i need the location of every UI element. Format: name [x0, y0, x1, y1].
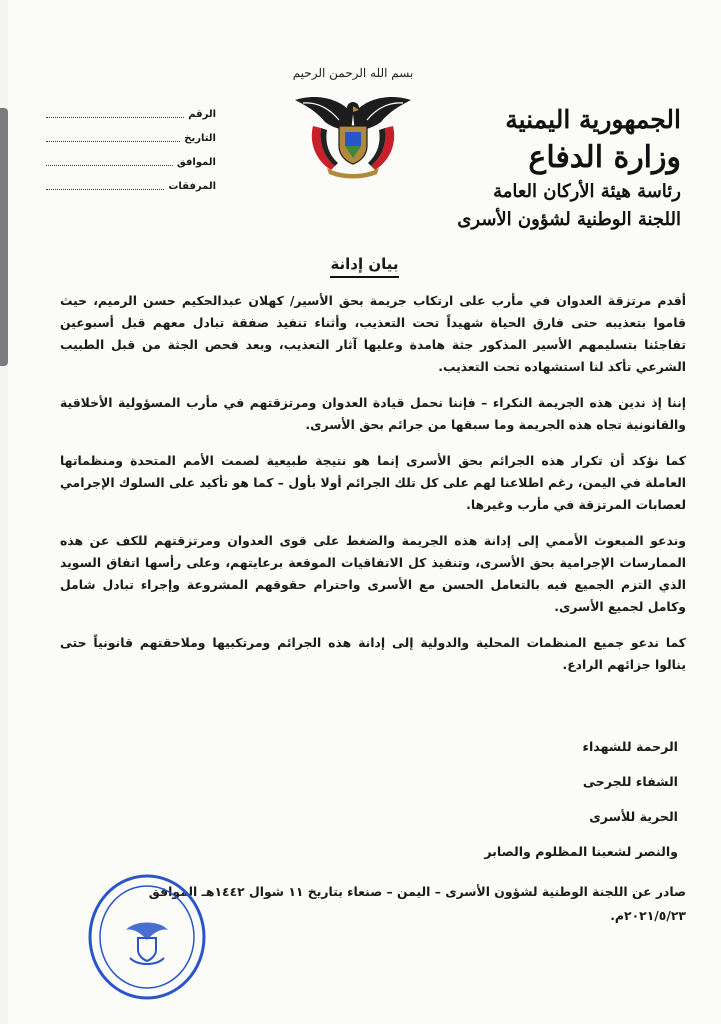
issued-line-1: صادر عن اللجنة الوطنية لشؤون الأسرى – اليمن – صنعاء بتاريخ ١١ شوال ١٤٤٢هـ الموافق	[148, 884, 686, 899]
reference-fields	[46, 98, 216, 194]
screen-edge	[0, 108, 8, 366]
official-stamp-icon	[86, 872, 208, 1002]
paragraph: أقدم مرتزقة العدوان في مأرب على ارتكاب جريمة بحق الأسير/ كهلان عبدالحكيم حسن الرميم، حيث قاموا بتعذيبه حتى فارق الحياة شهيداً تحت التعذيب، وأثناء تنفيذ صفقة تبادل معهم قبل أسبوعين تفاجئنا بتسليمهم الأسير المذكور جثة هامدة وعليها آثار التعذيب، وبعد فحص الجثة من قبل الطبيب الشرعي تأكد لنا استشهاده تحت التعذيب.	[60, 293, 686, 374]
header-staff: رئاسة هيئة الأركان العامة	[493, 181, 681, 202]
closing-lines	[178, 736, 678, 876]
paragraph: وندعو المبعوث الأممي إلى إدانة هذه الجريمة والضغط على قوى العدوان ومرتزقتهم للكف عن هذه الممارسات الإجرامية بحق الأسرى، وتنفيذ كل الاتفاقيات الموقعة برعايتهم، وعلى رأسها اتفاق السويد الذي التزم الجميع فيه بالتعامل الحسن مع الأسرى واحترام حقوقهم المشروعة وإجراء تبادل شامل وكامل لجميع الأسرى.	[60, 533, 686, 614]
header-committee: اللجنة الوطنية لشؤون الأسرى	[457, 209, 681, 230]
field-corresponding-line	[46, 164, 173, 166]
letterhead-right	[451, 102, 681, 234]
field-date-label: التاريخ	[184, 133, 216, 144]
document-title-text: بيان إدانة	[330, 255, 398, 278]
closing-line: الشفاء للجرحى	[582, 774, 678, 789]
field-number-label: الرقم	[188, 109, 216, 120]
eagle-emblem-icon	[293, 86, 413, 181]
closing-line: الرحمة للشهداء	[582, 739, 678, 754]
document-body	[60, 290, 686, 690]
header-republic: الجمهورية اليمنية	[505, 105, 681, 134]
field-attachments	[46, 170, 216, 194]
basmala: بسم الله الرحمن الرحيم	[292, 66, 414, 80]
paragraph: إننا إذ ندين هذه الجريمة النكراء – فإننا نحمل قيادة العدوان ومرتزقتهم في مأرب المسؤولية الأخلاقية والقانونية تجاه هذه الجريمة وما سبقها من جرائم بحق الأسرى.	[60, 395, 686, 432]
paragraph: كما نؤكد أن تكرار هذه الجرائم بحق الأسرى إنما هو نتيجة طبيعية لصمت الأمم المتحدة ومنظماتها العاملة في اليمن، رغم اطلاعنا لهم على كل تلك الجرائم أولا بأول – كما هو تأكيد على السلوك الإجرامي لعصابات المرتزقة في مأرب وغيرها.	[60, 453, 686, 512]
document-title	[8, 255, 721, 273]
field-corresponding	[46, 146, 216, 170]
field-number	[46, 98, 216, 122]
closing-line: الحرية للأسرى	[589, 809, 678, 824]
closing-line: والنصر لشعبنا المظلوم والصابر	[484, 844, 678, 859]
header-ministry: وزارة الدفاع	[528, 140, 681, 175]
field-number-line	[46, 116, 184, 118]
paragraph: كما ندعو جميع المنظمات المحلية والدولية إلى إدانة هذه الجرائم ومرتكبيها وملاحقتهم قانونياً حتى ينالوا جزائهم الرادع.	[60, 635, 686, 672]
letterhead-center	[288, 66, 418, 186]
field-attachments-label: المرفقات	[168, 181, 216, 192]
field-date-line	[46, 140, 180, 142]
issued-line-2: ٢٠٢١/٥/٢٣م.	[610, 908, 686, 923]
document-page	[8, 0, 721, 1024]
field-attachments-line	[46, 188, 164, 190]
field-date	[46, 122, 216, 146]
field-corresponding-label: الموافق	[176, 157, 216, 168]
